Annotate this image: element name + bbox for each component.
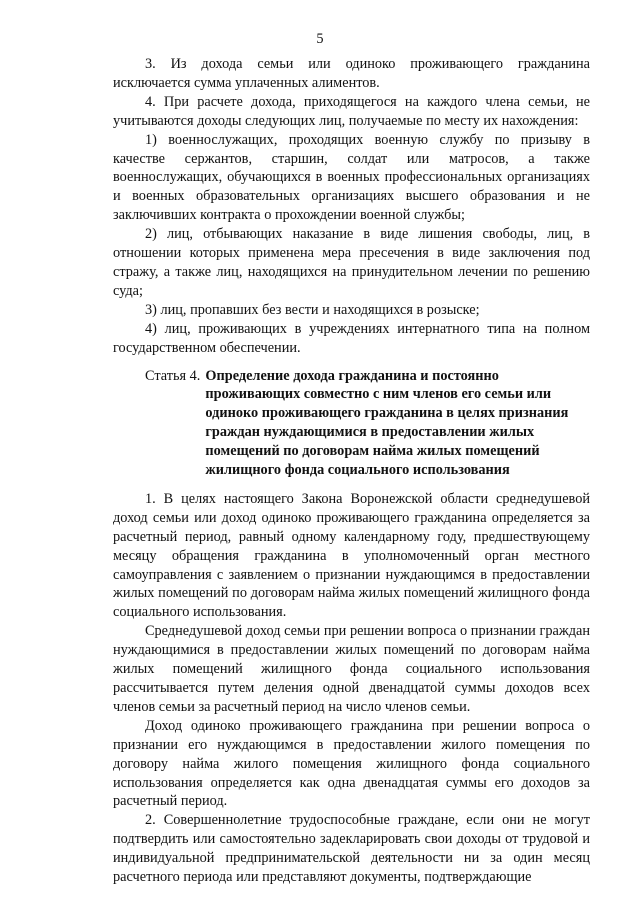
article-heading <box>113 367 590 480</box>
article-title-line: жилищного фонда социального использования <box>205 462 510 479</box>
article-label: Статья 4. <box>145 367 201 384</box>
paragraph-excluded-incomes-intro: 4. При расчете дохода, приходящегося на каждого члена семьи, не учитываются доходы следующих лиц, получаемые по месту их нахождения: <box>113 93 590 129</box>
list-item-conscripts: 1) военнослужащих, проходящих военную службу по призыву в качестве сержантов, старшин, солдат или матросов, а также военнослужащих, обучающихся в военных профессиональных организациях и военных образовательных организациях высшего образования и не заключивших контракта о прохождении военной службы; <box>113 131 590 224</box>
article-title-line: граждан нуждающимися в предоставлении жилых <box>205 424 535 441</box>
article-title-line: проживающих совместно с ним членов его семьи или <box>205 386 552 403</box>
paragraph-single-citizen-income: Доход одиноко проживающего гражданина при решении вопроса о признании его нуждающимся в предоставлении жилого помещения по договору найма жилого помещения жилищного фонда социального использования определяется как одна двенадцатая суммы его доходов за расчетный период. <box>113 717 590 810</box>
article-title-line: одиноко проживающего гражданина в целях признания <box>205 405 569 422</box>
paragraph-income-period: 1. В целях настоящего Закона Воронежской области среднедушевой доход семьи или доход одиноко проживающего гражданина определяется за расчетный период, равный одному календарному году, предшествующему месяцу обращения гражданина в уполномоченный орган местного самоуправления с заявлением о признании нуждающимся в предоставлении жилых помещений по договорам найма жилых помещений жилищного фонда социального использования. <box>113 490 590 621</box>
article-title-line: помещений по договорам найма жилых помещений <box>205 443 540 460</box>
list-item-missing-persons: 3) лиц, пропавших без вести и находящихся в розыске; <box>145 301 480 318</box>
paragraph-family-average-income: Среднедушевой доход семьи при решении вопроса о признании граждан нуждающимися в предоставлении жилых помещений по договорам найма жилых помещений жилищного фонда социального использования рассчитывается путем деления одной двенадцатой суммы доходов всех членов семьи за расчетный период на число членов семьи. <box>113 623 590 715</box>
article-title-line: Определение дохода гражданина и постоянно <box>205 367 499 384</box>
paragraph-alimony-exclusion: 3. Из дохода семьи или одиноко проживающего гражданина исключается сумма уплаченных алиментов. <box>113 56 590 91</box>
list-item-boarding-institutions: 4) лиц, проживающих в учреждениях интернатного типа на полном государственном обеспечении. <box>113 320 590 356</box>
page-number: 5 <box>316 31 324 47</box>
paragraph-able-bodied-citizens: 2. Совершеннолетние трудоспособные граждане, если они не могут подтвердить или самостоятельно задекларировать свои доходы от трудовой и индивидуальной предпринимательской деятельности ни за один месяц расчетного периода или представляют документы, подтверждающие <box>113 812 590 886</box>
list-item-prisoners: 2) лиц, отбывающих наказание в виде лишения свободы, лиц, в отношении которых применена мера пресечения в виде заключения под стражу, а также лиц, находящихся на принудительном лечении по решению суда; <box>113 226 590 299</box>
article-title <box>205 367 590 480</box>
document-body <box>113 55 590 887</box>
